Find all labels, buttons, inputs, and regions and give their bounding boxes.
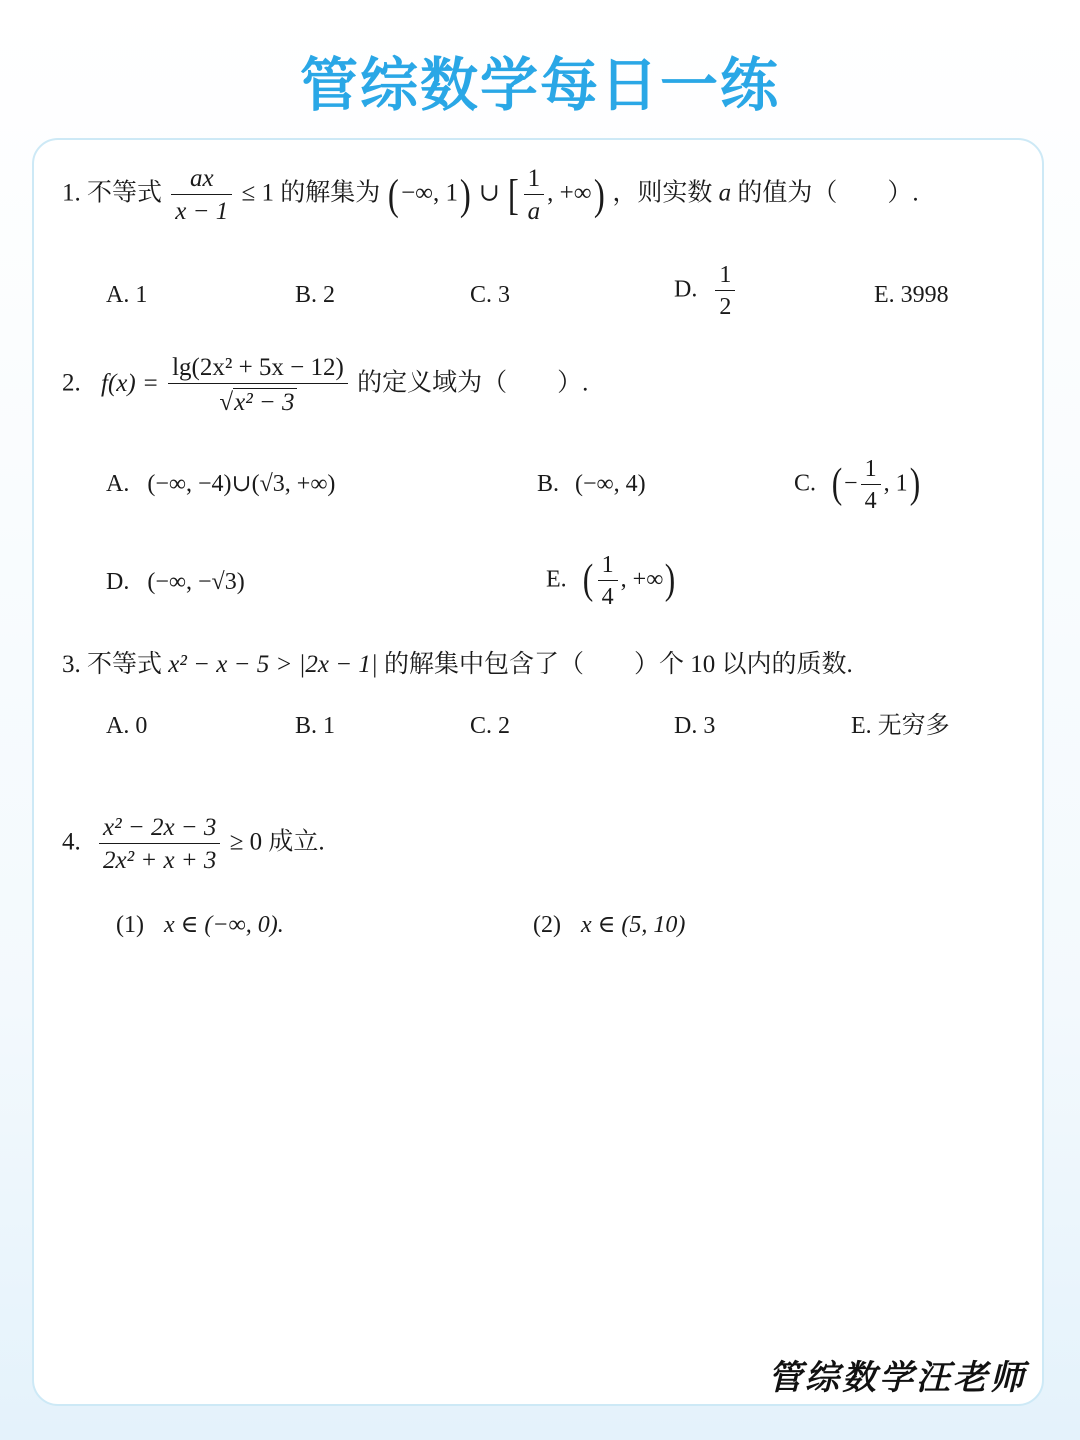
q1-frac2-den: a xyxy=(527,198,541,225)
q3-option-a[interactable]: A. 0 xyxy=(106,713,148,739)
q2-frac-den xyxy=(168,384,348,415)
q2-option-e-num: 1 xyxy=(598,553,618,581)
q1-interval: −∞, 1 xyxy=(401,179,458,207)
q1-option-d-fraction xyxy=(715,263,735,319)
q2-option-c-close: ) xyxy=(909,461,920,508)
q2-function: f(x) = xyxy=(101,369,159,397)
q2-option-c-den: 4 xyxy=(864,488,877,514)
q1-option-d-den: 2 xyxy=(719,294,732,320)
q2-option-d-label: D. xyxy=(106,569,130,595)
worksheet-card xyxy=(32,138,1044,1406)
q2-option-b-label: B. xyxy=(537,471,560,497)
q2-option-e-label: E. xyxy=(546,566,567,593)
q2-tail: 的定义域为（ ）. xyxy=(357,369,589,397)
q1-var: a xyxy=(718,179,732,207)
q4-fraction xyxy=(99,815,220,873)
q4-frac-num: x² − 2x − 3 xyxy=(99,815,220,844)
q2-option-a[interactable] xyxy=(106,472,335,496)
q4-condition-2-label: (2) xyxy=(533,912,561,938)
q1-mid: 的解集为 xyxy=(280,179,381,207)
q2-option-b[interactable] xyxy=(537,472,646,496)
q2-frac-num: lg(2x² + 5x − 12) xyxy=(168,355,348,384)
q1-open-paren: ( xyxy=(388,170,400,219)
q4-number: 4. xyxy=(62,828,81,856)
q2-fraction xyxy=(168,355,348,415)
q2-sqrt-sign: √ xyxy=(219,389,234,416)
q1-option-d-label: D. xyxy=(674,276,698,303)
q1-infinity: , +∞ xyxy=(547,179,592,207)
q3-expression: x² − x − 5 > |2x − 1| xyxy=(168,651,378,678)
q3-lead: 不等式 xyxy=(87,651,163,678)
q1-close-paren-2: ) xyxy=(593,170,605,219)
q4-condition-2-content: x ∈ (5, 10) xyxy=(580,912,686,938)
q2-option-b-content: (−∞, 4) xyxy=(575,471,646,497)
q2-option-c-num: 1 xyxy=(861,457,881,485)
q2-option-c[interactable] xyxy=(794,457,922,513)
q2-option-e-fraction xyxy=(598,553,618,609)
q1-tail-b: 的值为（ ）. xyxy=(737,179,919,207)
q3-tail: 的解集中包含了（ ）个 10 以内的质数. xyxy=(384,651,853,678)
q1-option-c[interactable]: C. 3 xyxy=(470,282,511,308)
question-1 xyxy=(62,166,919,224)
q2-option-e[interactable] xyxy=(546,553,677,609)
question-3 xyxy=(62,652,853,677)
signature: 管综数学汪老师 xyxy=(768,1358,1027,1398)
q1-option-d[interactable] xyxy=(674,263,738,319)
q1-frac2-num: 1 xyxy=(524,166,545,195)
q4-condition-1[interactable] xyxy=(116,913,284,937)
question-2 xyxy=(62,355,588,415)
q1-open-bracket: [ xyxy=(507,170,519,219)
q1-option-d-num: 1 xyxy=(715,263,735,291)
q2-option-a-label: A. xyxy=(106,471,130,497)
q2-option-e-close: ) xyxy=(665,557,676,604)
q3-number: 3. xyxy=(62,651,81,678)
q2-option-c-label: C. xyxy=(794,470,817,497)
q2-option-c-open: ( xyxy=(831,461,843,508)
q2-option-c-fraction xyxy=(861,457,881,513)
q4-frac-den: 2x² + x + 3 xyxy=(103,847,217,874)
q1-option-a[interactable]: A. 1 xyxy=(106,282,148,308)
q1-close-paren: ) xyxy=(459,170,471,219)
q4-tail: 成立. xyxy=(268,828,325,856)
q1-lead: 不等式 xyxy=(87,179,163,207)
q1-tail-a: ，则实数 xyxy=(612,179,713,207)
q2-option-d[interactable] xyxy=(106,570,245,594)
q4-relation: ≥ 0 xyxy=(229,828,263,856)
q2-option-e-open: ( xyxy=(582,557,593,604)
q2-option-a-content: (−∞, −4)∪(√3, +∞) xyxy=(147,471,336,497)
q2-sqrt-body: x² − 3 xyxy=(234,389,295,416)
q2-option-c-minus: − xyxy=(844,470,858,497)
q1-relation: ≤ 1 xyxy=(241,179,274,207)
q3-option-c[interactable]: C. 2 xyxy=(470,713,511,739)
q2-option-c-tail: , 1 xyxy=(883,470,908,497)
q4-condition-1-label: (1) xyxy=(116,912,144,938)
q4-condition-2[interactable] xyxy=(533,913,685,937)
q2-option-d-content: (−∞, −√3) xyxy=(147,569,245,595)
q1-frac-num: ax xyxy=(171,166,232,195)
q1-number: 1. xyxy=(62,179,81,207)
q3-option-d[interactable]: D. 3 xyxy=(674,713,716,739)
q2-option-e-den: 4 xyxy=(601,584,614,610)
q2-option-e-tail: , +∞ xyxy=(620,566,664,593)
q3-option-e[interactable]: E. 无穷多 xyxy=(851,713,950,739)
q1-fraction-2 xyxy=(524,166,545,224)
q4-condition-1-content: x ∈ (−∞, 0). xyxy=(163,912,284,938)
q1-option-b[interactable]: B. 2 xyxy=(295,282,336,308)
question-4 xyxy=(62,815,325,873)
q1-fraction xyxy=(171,166,232,224)
q1-option-e[interactable]: E. 3998 xyxy=(874,282,949,308)
page-title: 管综数学每日一练 xyxy=(299,51,780,119)
q3-option-b[interactable]: B. 1 xyxy=(295,713,336,739)
q1-frac-den: x − 1 xyxy=(175,198,229,225)
q1-union: ∪ xyxy=(478,179,500,207)
q2-number: 2. xyxy=(62,369,81,397)
